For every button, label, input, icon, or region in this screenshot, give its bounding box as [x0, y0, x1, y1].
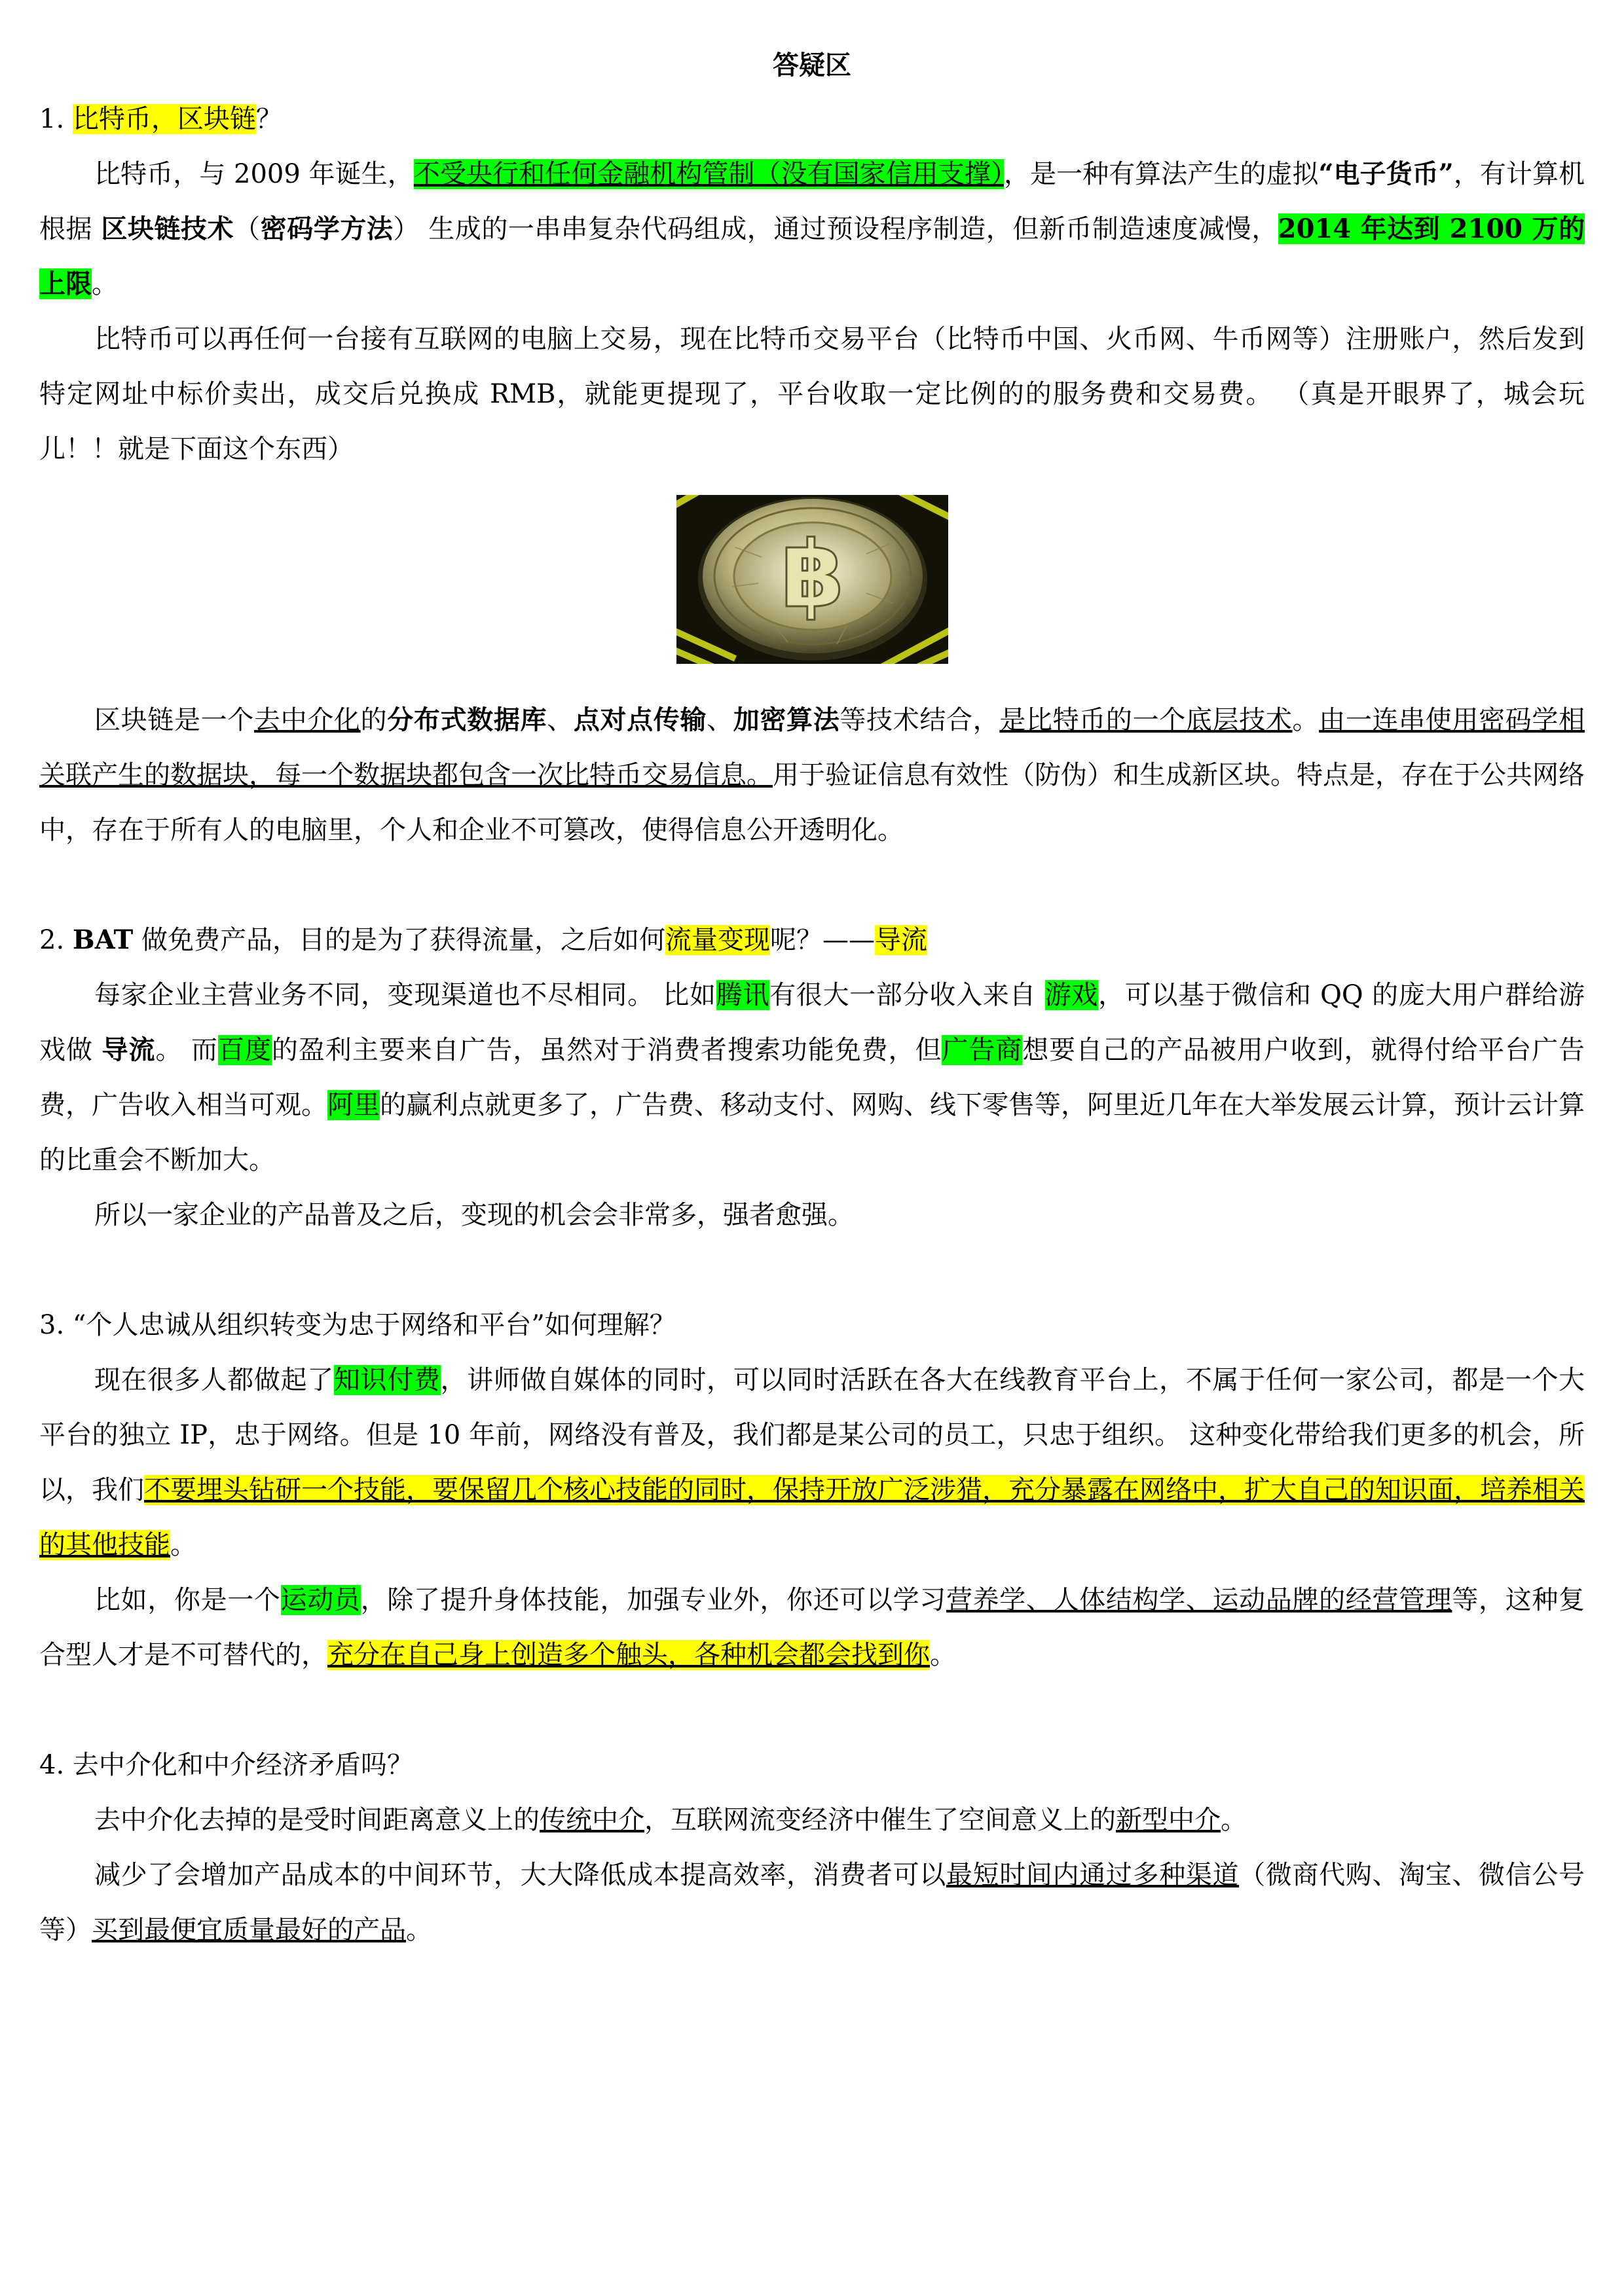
- document-page: [39, 39, 1585, 1958]
- text-run: “电子货币”: [1318, 158, 1454, 189]
- text-run: 的盈利主要来自广告，虽然对于消费者搜索功能免费，但: [271, 1035, 942, 1065]
- text-run: 。: [930, 1640, 956, 1670]
- section-gap: [39, 858, 1585, 913]
- text-run: 密码学方法: [260, 213, 394, 244]
- question-number: 1.: [39, 104, 65, 134]
- paragraph: [39, 1848, 1585, 1958]
- question-heading: [39, 1298, 1585, 1353]
- text-run: 知识付费: [333, 1365, 441, 1395]
- text-run: 充分在自己身上创造多个触头，各种机会都会找到你: [327, 1640, 930, 1670]
- text-run: [64, 925, 73, 955]
- text-run: 、: [707, 705, 733, 735]
- paragraph: [39, 693, 1585, 858]
- text-run: 比特币，区块链: [72, 104, 256, 134]
- text-run: （微商代购、淘宝、微信公号等）: [39, 1860, 1585, 1945]
- page-title: 答疑区: [773, 50, 851, 81]
- text-run: 每家企业主营业务不同，变现渠道也不尽相同。 比如: [94, 980, 716, 1010]
- text-run: 广告商: [942, 1035, 1023, 1065]
- text-run: ？: [255, 104, 282, 134]
- text-run: ） 生成的一串串复杂代码组成，通过预设程序制造，但新币制造速度减慢，: [393, 214, 1278, 244]
- paragraph: [39, 1573, 1585, 1683]
- paragraph: [39, 147, 1585, 312]
- text-run: 。: [170, 1530, 196, 1560]
- text-run: 用于验证信息有效性（防伪）和生成新区块。特点是，存在于公共网络中，存在于所有人的电脑里，个人和企业不可篡改，使得信息公开透明化。: [39, 760, 1585, 845]
- question-heading: [39, 913, 1585, 968]
- text-run: ，讲师做自媒体的同时，可以同时活跃在各大在线教育平台上，不属于任何一家公司，都是一个大平台的独立 IP，忠于网络。但是 10 年前，网络没有普及，我们都是某公司的员工，只忠于组织。 这种变化带给我们更多的机会，所以，我们: [39, 1365, 1585, 1505]
- text-run: 的赢利点就更多了，广告费、移动支付、网购、线下零售等，阿里近几年在大举发展云计算，预计云计算的比重会不断加大。: [39, 1090, 1585, 1175]
- text-run: “个人忠诚从组织转变为忠于网络和平台”如何理解？: [64, 1310, 676, 1340]
- question-number: 2.: [39, 925, 65, 955]
- text-run: 买到最便宜质量最好的产品: [92, 1915, 406, 1945]
- text-run: 所以一家企业的产品普及之后，变现的机会会非常多，强者愈强。: [94, 1200, 854, 1230]
- text-run: 分布式数据库: [387, 704, 547, 735]
- document-body: [39, 92, 1585, 1958]
- text-run: 是比特币的一个底层技术: [999, 705, 1293, 735]
- paragraph: [39, 1793, 1585, 1848]
- text-run: 运动员: [280, 1585, 361, 1615]
- section-gap: [39, 1683, 1585, 1738]
- text-run: 做免费产品，目的是为了获得流量，之后如何: [133, 925, 666, 955]
- text-run: BAT: [72, 924, 134, 955]
- text-run: 点对点传输: [573, 704, 707, 735]
- text-run: ，互联网流变经济中催生了空间意义上的: [644, 1805, 1116, 1835]
- paragraph: [39, 312, 1585, 477]
- text-run: 去中介化和中介经济矛盾吗？: [64, 1750, 413, 1780]
- text-run: 营养学、人体结构学、运动品牌的经营管理: [946, 1585, 1452, 1615]
- paragraph: [39, 1188, 1585, 1243]
- text-run: 现在很多人都做起了: [94, 1365, 334, 1395]
- text-run: 。 而: [155, 1035, 218, 1065]
- text-run: ，可以基于微信和 QQ 的庞大用户群给游戏做: [39, 980, 1585, 1065]
- text-run: 。: [406, 1915, 432, 1945]
- text-run: 传统中介: [540, 1805, 644, 1835]
- question-heading: [39, 92, 1585, 147]
- text-run: 去中介化去掉的是受时间距离意义上的: [94, 1805, 540, 1835]
- text-run: 比特币，与 2009 年诞生，: [94, 159, 414, 189]
- text-run: 加密算法: [733, 704, 840, 735]
- paragraph: [39, 1353, 1585, 1573]
- text-run: 新型中介: [1116, 1805, 1221, 1835]
- text-run: 流量变现: [665, 925, 771, 955]
- text-run: 想要自己的产品被用户收到，就得付给平台广告费，广告收入相当可观。: [39, 1035, 1585, 1120]
- text-run: 减少了会增加产品成本的中间环节，大大降低成本提高效率，消费者可以: [94, 1860, 946, 1890]
- svg-text:฿: ฿: [780, 522, 845, 629]
- text-run: 比如，你是一个: [94, 1585, 281, 1615]
- text-run: 不受央行和任何金融机构管制（没有国家信用支撑）: [413, 159, 1004, 189]
- text-run: 最短时间内通过多种渠道: [946, 1860, 1240, 1890]
- paragraph: [39, 968, 1585, 1188]
- text-run: ，是一种有算法产生的虚拟: [1003, 159, 1319, 189]
- text-run: 的: [360, 705, 388, 735]
- text-run: 有很大一部分收入来自: [769, 980, 1045, 1010]
- text-run: 区块链是一个: [94, 705, 254, 735]
- text-run: 。: [1292, 705, 1320, 735]
- text-run: 百度: [217, 1035, 272, 1065]
- text-run: 、: [547, 705, 574, 735]
- bitcoin-image-container: [39, 495, 1585, 664]
- question-number: 3.: [39, 1310, 65, 1340]
- text-run: 2014 年达到 2100 万的上限: [39, 213, 1585, 299]
- text-run: ，有计算机根据: [39, 159, 1585, 244]
- text-run: ，除了提升身体技能，加强专业外，你还可以学习: [360, 1585, 946, 1615]
- text-run: 导流: [875, 925, 928, 955]
- bitcoin-coin-icon: [676, 495, 948, 664]
- text-run: [64, 104, 73, 134]
- text-run: 导流: [101, 1034, 156, 1065]
- text-run: 阿里: [327, 1090, 380, 1120]
- text-run: 。: [1221, 1805, 1247, 1835]
- text-run: 比特币可以再任何一台接有互联网的电脑上交易，现在比特币交易平台（比特币中国、火币网、牛币网等）注册账户，然后发到特定网址中标价卖出，成交后兑换成 RMB，就能更提现了，平台收取一定比例的的服务费和交易费。 （真是开眼界了，城会玩儿！！就是下面这个东西）: [39, 324, 1585, 464]
- text-run: （: [234, 214, 261, 244]
- text-run: 腾讯: [716, 980, 770, 1010]
- text-run: 去中介化: [253, 705, 361, 735]
- text-run: 。: [92, 269, 118, 299]
- text-run: 游戏: [1044, 980, 1098, 1010]
- text-run: 由一连串使用密码学相关联产生的数据块，每一个数据块都包含一次比特币交易信息。: [39, 705, 1585, 790]
- text-run: 等，这种复合型人才是不可替代的，: [39, 1585, 1585, 1670]
- question-heading: [39, 1738, 1585, 1793]
- section-gap: [39, 1243, 1585, 1298]
- text-run: 等技术结合，: [840, 705, 1000, 735]
- text-run: 区块链技术: [101, 213, 234, 244]
- text-run: 呢？——: [770, 925, 876, 955]
- text-run: 不要埋头钻研一个技能，要保留几个核心技能的同时，保持开放广泛涉猎，充分暴露在网络中，扩大自己的知识面，培养相关的其他技能: [39, 1475, 1585, 1560]
- question-number: 4.: [39, 1750, 65, 1780]
